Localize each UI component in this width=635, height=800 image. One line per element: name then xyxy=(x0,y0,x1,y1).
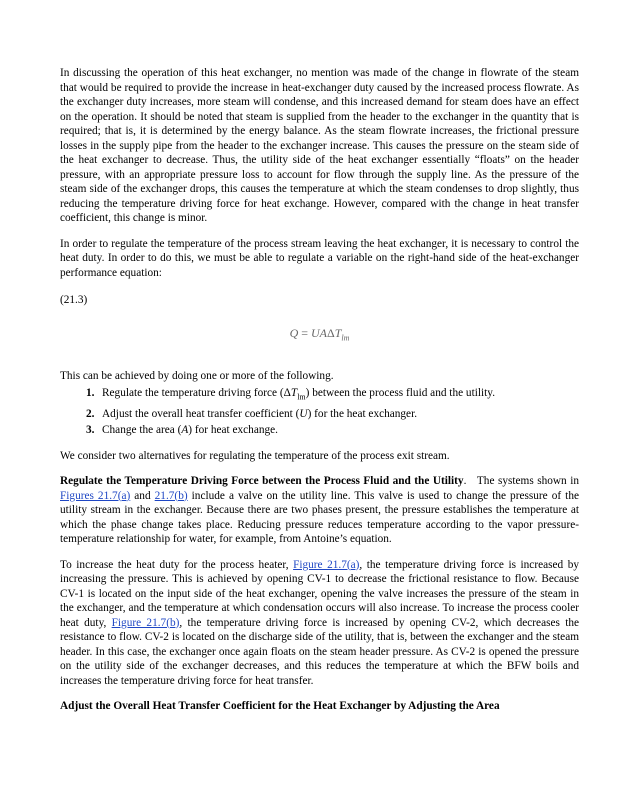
paragraph-two-alternatives: We consider two alternatives for regulating the temperature of the process exit stream. xyxy=(60,449,450,462)
list-number: 2. xyxy=(86,407,95,420)
link-figure-21-7a[interactable]: Figures 21.7(a) xyxy=(60,489,131,502)
equation-ua: UA xyxy=(311,325,328,340)
list-item: 1. Regulate the temperature driving force $(\Delta T_{lm})$ between the process fluid and the utility. xyxy=(86,386,496,402)
list-item: 3. Change the area (A) for heat exchange. xyxy=(86,424,278,437)
link-figure-21-7a[interactable]: Figure 21.7(a) xyxy=(293,558,360,571)
equation-delta: Δ xyxy=(327,325,335,340)
list-number: 3. xyxy=(86,424,95,437)
options-list xyxy=(60,386,579,438)
section-heading-driving-force: Regulate the Temperature Driving Force between the Process Fluid and the Utility xyxy=(60,475,464,488)
paragraph-heat-duty: To increase the heat duty for the process heater, Figure 21.7(a), the temperature driving force is increased by increasing the pressure. This is achieved by opening CV-1 to decrease the frictional resistance to flow. Because CV-1 is located on the input side of the heat exchanger, opening the valve increases the pressure of the steam in the exchanger, and the temperature at which condensation occurs will also increase. To increase the process cooler heat duty, Figure 21.7(b), the temperature driving force is increased by opening CV-2, which decreases the resistance to flow. CV-2 is located on the discharge side of the utility, that is, between the exchanger and the steam header. In this case, the exchanger once again floats on the steam header pressure. As CV-2 is opened the pressure on the utility side of the exchanger decreases, and this reduces the temperature at which the BFW boils and increases the temperature driving force for heat transfer. xyxy=(60,558,580,687)
list-item: 2. Adjust the overall heat transfer coefficient (U) for the heat exchanger. xyxy=(86,407,418,420)
document-body xyxy=(60,66,579,714)
equation-subscript: lm xyxy=(341,332,350,342)
equation-heat-duty xyxy=(60,326,579,346)
paragraph-regulate-duty: In order to regulate the temperature of the process stream leaving the heat exchanger, it is necessary to control the heat duty. In order to do this, we must be able to regulate a variable on the right-hand side of the heat-exchanger performance equation: xyxy=(60,237,579,279)
equation-t: T xyxy=(334,325,342,340)
link-figure-21-7b[interactable]: 21.7(b) xyxy=(154,489,188,502)
link-figure-21-7b[interactable]: Figure 21.7(b) xyxy=(111,616,180,629)
section-heading-adjust-coefficient: Adjust the Overall Heat Transfer Coefficient for the Heat Exchanger by Adjusting the Area xyxy=(60,700,500,713)
paragraph-driving-force: Regulate the Temperature Driving Force between the Process Fluid and the Utility. The systems shown in Figures 21.7(a) and 21.7(b) include a valve on the utility line. This valve is used to change the pressure of the utility stream in the exchanger. Because there are two phases present, the pressure establishes the temperature at which the phase change takes place. Reducing pressure reduces temperature according to the vapor pressure-temperature relationship for water, for example, from Antoine’s equation. xyxy=(60,475,579,546)
list-number: 1. xyxy=(86,386,95,399)
equation-lhs: Q xyxy=(289,325,299,340)
equation-number: (21.3) xyxy=(60,294,88,306)
equation-equals: = xyxy=(298,325,312,340)
paragraph-steam-flowrate: In discussing the operation of this heat exchanger, no mention was made of the change in flowrate of the steam that would be required to provide the increase in heat-exchanger duty caused by the increased process flowrate. As the exchanger duty increases, more steam will condense, and this increased demand for steam does have an effect on the operation. It should be noted that steam is supplied from the header to the exchanger in the quantity that is required; that is, it is determined by the energy balance. As the steam flowrate increases, the frictional pressure losses in the supply pipe from the header to the exchanger increase. This causes the pressure on the steam side of the heat exchanger to decrease. Thus, the utility side of the heat exchanger essentially “floats” on the header pressure, with an appropriate pressure loss to account for flow through the supply line. As the pressure of the steam side of the exchanger drops, this causes the temperature at which the steam condenses to drop slightly, thus reducing the temperature driving force for heat exchange. However, compared with the change in heat transfer coefficient, this change is minor. xyxy=(60,67,579,224)
paragraph-options-intro: This can be achieved by doing one or more of the following. xyxy=(60,370,334,383)
